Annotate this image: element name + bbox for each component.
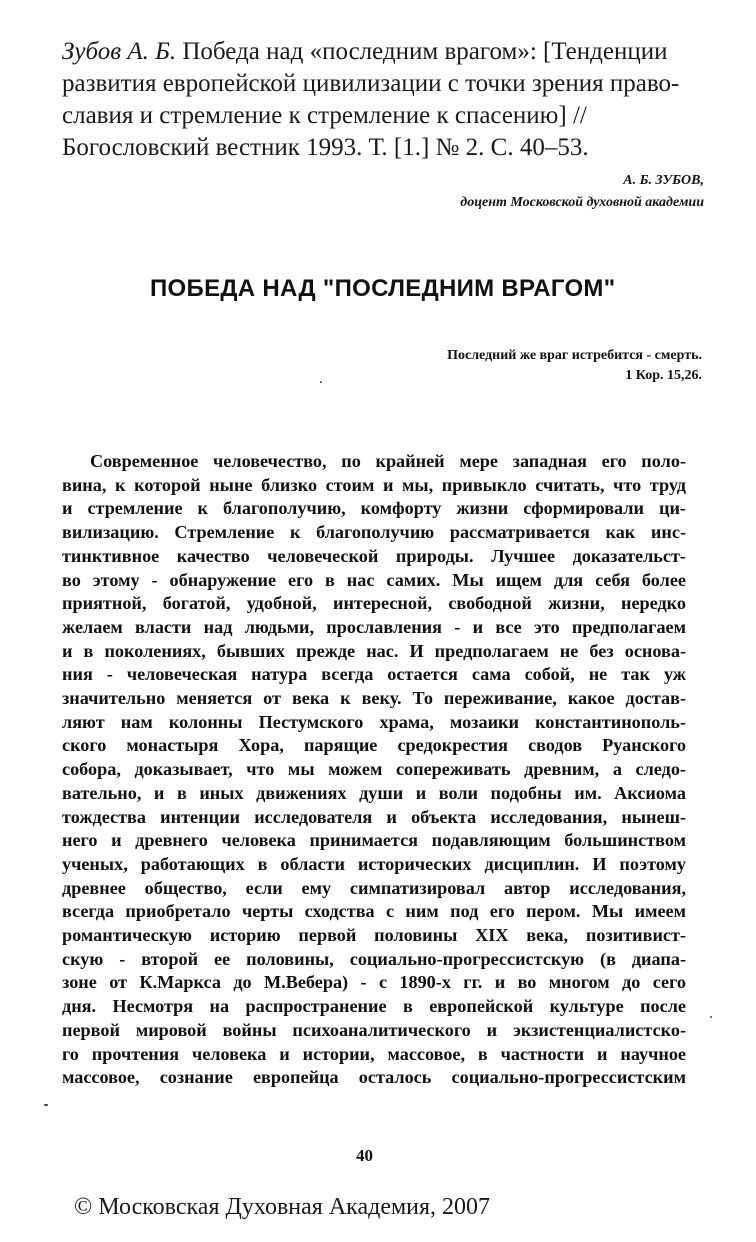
- body-line: тождества интенции исследователя и объекта исследования, нынеш-: [62, 806, 686, 827]
- article-title: ПОБЕДА НАД "ПОСЛЕДНИМ ВРАГОМ": [150, 275, 616, 302]
- epigraph-quote: Последний же враг истребится - смерть.: [447, 348, 702, 363]
- body-line: собора, доказывает, что мы можем сопереживать древним, а следо-: [62, 759, 686, 780]
- article-body: [62, 450, 686, 1090]
- body-line: желаем власти над людьми, прославления - и все это предполагаем: [62, 616, 686, 637]
- epigraph-reference: 1 Кор. 15,26.: [625, 368, 702, 383]
- body-line: вина, к которой ныне близко стоим и мы, привыкло считать, что труд: [62, 474, 686, 495]
- body-line: го прочтения человека и истории, массовое, в частности и научное: [62, 1043, 686, 1064]
- author-name: А. Б. ЗУБОВ,: [623, 173, 704, 188]
- body-line: вилизацию. Стремление к благополучию рассматривается как инс-: [62, 522, 686, 543]
- body-line: и в поколениях, бывших прежде нас. И предполагаем не без основа-: [62, 640, 686, 661]
- body-line: ния - человеческая натура всегда остается сама собой, не так уж: [62, 664, 686, 685]
- copyright-notice: © Московская Духовная Академия, 2007: [74, 1194, 491, 1220]
- body-line: ляют нам колонны Пестумского храма, мозаики константинополь-: [62, 711, 686, 732]
- body-line: него и древнего человека принимается подавляющим большинством: [62, 830, 686, 851]
- body-line: ученых, работающих в области исторических дисциплин. И поэтому: [62, 853, 686, 874]
- citation-line-1-text: Победа над «последним врагом»: [Тенденции: [176, 38, 668, 65]
- author-signature: [460, 170, 704, 214]
- body-line: зоне от К.Маркса до М.Вебера) - с 1890-х гг. и во многом до сего: [62, 972, 686, 993]
- body-line: дня. Несмотря на распространение в европейской культуре после: [62, 996, 686, 1017]
- citation-line-4: Богословский вестник 1993. Т. [1.] № 2. С. 40–53.: [62, 134, 589, 161]
- body-line: ского монастыря Хора, парящие средокрестия сводов Руанского: [62, 735, 686, 756]
- body-line: всегда приобретало черты сходства с ним под его пером. Мы имеем: [62, 901, 686, 922]
- body-line: вательно, и в иных движениях души и воли подобны им. Аксиома: [62, 782, 686, 803]
- body-line: приятной, богатой, удобной, интересной, свободной жизни, нередко: [62, 593, 686, 614]
- body-line: романтическую историю первой половины XIX века, позитивист-: [62, 925, 686, 946]
- body-line: массовое, сознание европейца осталось социально-прогрессистским: [62, 1067, 686, 1088]
- author-position: доцент Московской духовной академии: [460, 195, 704, 210]
- scan-speck: [710, 1016, 712, 1018]
- scan-speck: [320, 381, 322, 383]
- body-line: первой мировой войны психоаналитического и экзистенциалистско-: [62, 1019, 686, 1040]
- body-line: древнее общество, если ему симпатизировал автор исследования,: [62, 877, 686, 898]
- body-line: Современное человечество, по крайней мере западная его поло-: [90, 451, 686, 471]
- citation-line-2: развития европейской цивилизации с точки зрения право-: [62, 70, 680, 97]
- citation-line-3: славия и стремление к стремление к спасению] //: [62, 102, 587, 129]
- body-line: во этому - обнаружение его в нас самих. Мы ищем для себя более: [62, 569, 686, 590]
- body-line: и стремление к благополучию, комфорту жизни сформировали ци-: [62, 498, 686, 519]
- bibliographic-citation: [62, 36, 722, 164]
- body-line: значительно меняется от века к веку. То переживание, какое достав-: [62, 688, 686, 709]
- epigraph: [447, 346, 702, 386]
- citation-line-1: [62, 36, 722, 68]
- body-line: скую - второй ее половины, социально-прогрессистскую (в диапа-: [62, 948, 686, 969]
- page-number: 40: [356, 1146, 373, 1165]
- body-line: тинктивное качество человеческой природы. Лучшее доказательст-: [62, 545, 686, 566]
- scan-speck: [44, 1104, 48, 1106]
- citation-author: Зубов А. Б.: [62, 38, 177, 65]
